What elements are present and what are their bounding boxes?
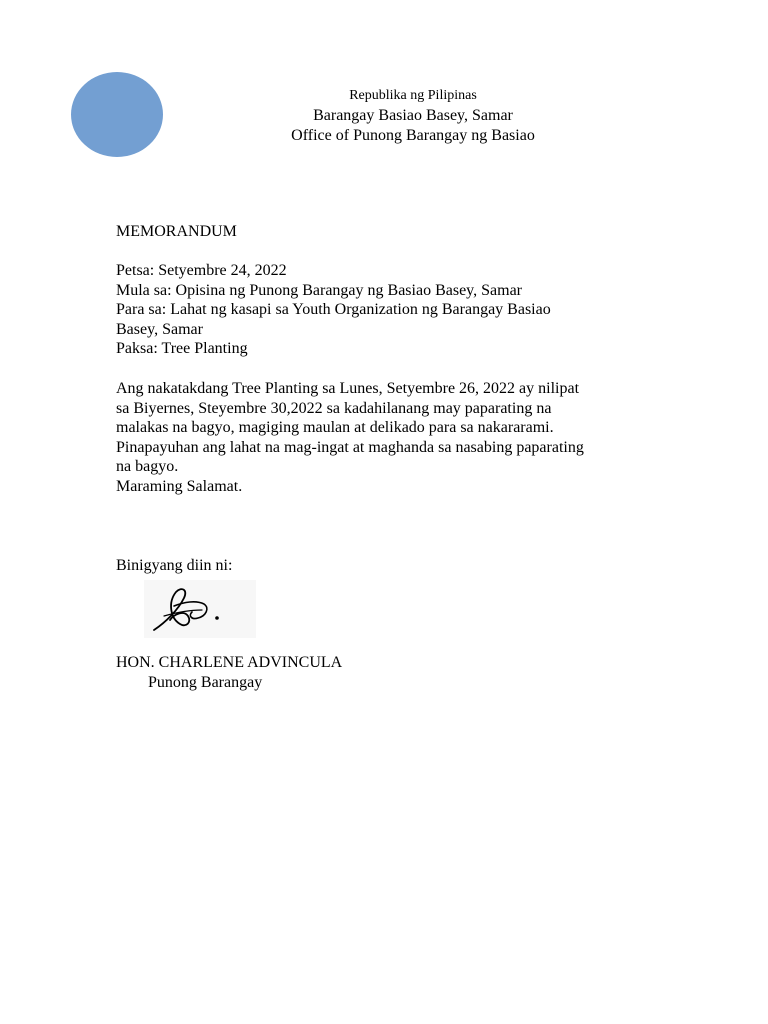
closing-line: Maraming Salamat. [116,477,243,495]
barangay-line: Barangay Basiao Basey, Samar [313,107,513,124]
memo-title: MEMORANDUM [116,223,237,240]
signatory-name: HON. CHARLENE ADVINCULA [116,654,343,671]
signatory-title: Punong Barangay [148,673,263,691]
barangay-seal [71,72,163,157]
memo-from: Mula sa: Opisina ng Punong Barangay ng Basiao Basey, Samar [116,281,523,299]
body-line: Ang nakatakdang Tree Planting sa Lunes, Setyembre 26, 2022 ay nilipat [116,380,580,397]
office-line: Office of Punong Barangay ng Basiao [291,127,535,144]
republic-line: Republika ng Pilipinas [349,88,477,103]
memo-subject: Paksa: Tree Planting [116,340,248,358]
signatory-block [116,653,656,692]
memo-details [116,261,656,359]
body-line: Pinapayuhan ang lahat na mag-ingat at maghanda sa nasabing paparating [116,438,584,456]
memo-date: Petsa: Setyembre 24, 2022 [116,262,287,279]
signature-image [144,580,256,638]
given-by-label: Binigyang diin ni: [116,557,233,574]
memo-to-line-2: Basey, Samar [116,320,203,338]
letterhead [160,86,666,146]
body-line: sa Biyernes, Steyembre 30,2022 sa kadahilanang may paparating na [116,399,552,417]
body-line: malakas na bagyo, magiging maulan at delikado para sa nakararami. [116,419,554,437]
memo-body [116,379,656,497]
memo-to-line-1: Para sa: Lahat ng kasapi sa Youth Organization ng Barangay Basiao [116,301,551,319]
body-line: na bagyo. [116,458,179,476]
